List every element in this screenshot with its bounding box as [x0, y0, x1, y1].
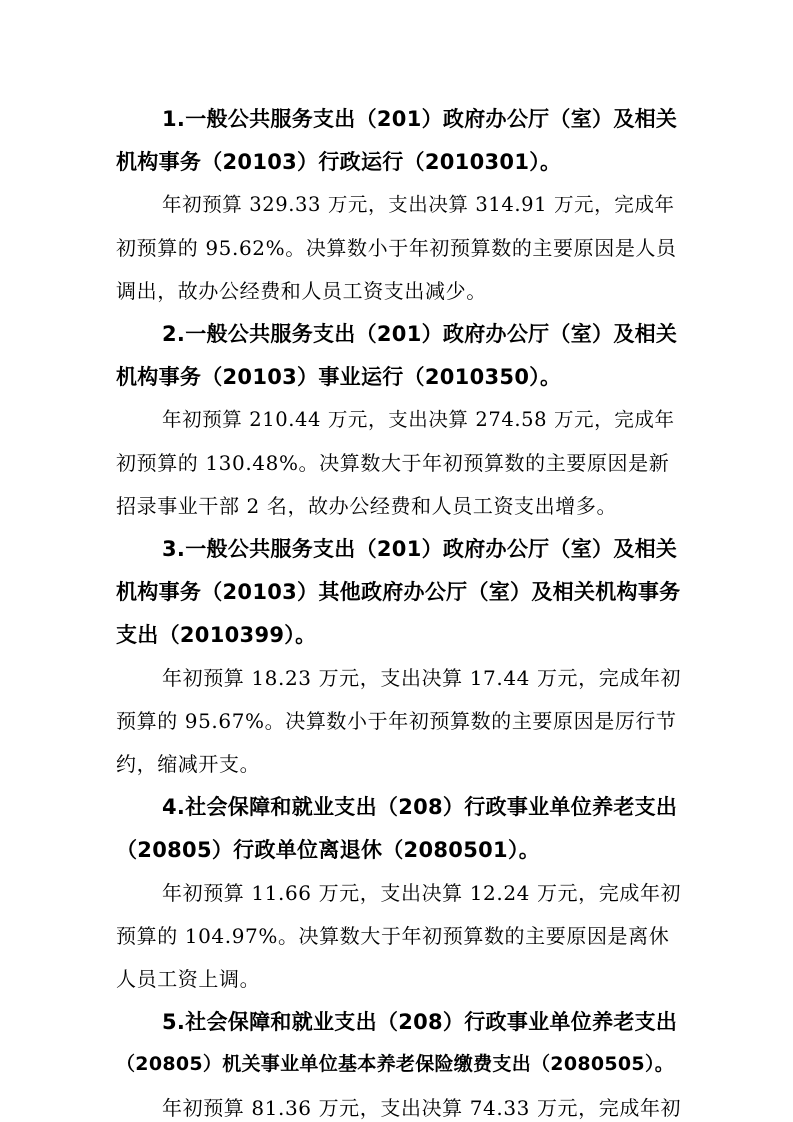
- section-2-heading-line-2: 机构事务（20103）事业运行（2010350）。: [116, 365, 562, 389]
- section-5-body-line-1: 年初预算 81.36 万元，支出决算 74.33 万元，完成年初: [162, 1096, 682, 1120]
- section-3-body-line-1: 年初预算 18.23 万元，支出决算 17.44 万元，完成年初: [162, 666, 682, 690]
- section-5-heading-line-1: 5.社会保障和就业支出（208）行政事业单位养老支出: [162, 1010, 678, 1034]
- section-4-heading-line-2: （20805）行政单位离退休（2080501）。: [116, 838, 541, 862]
- section-1-heading-line-2: 机构事务（20103）行政运行（2010301）。: [116, 150, 562, 174]
- section-2-body-line-1: 年初预算 210.44 万元，支出决算 274.58 万元，完成年: [162, 408, 675, 431]
- section-3-heading-line-2: 机构事务（20103）其他政府办公厅（室）及相关机构事务: [116, 580, 681, 604]
- section-1-body-line-3: 调出，故办公经费和人员工资支出减少。: [116, 279, 487, 303]
- section-3-body-line-2: 预算的 95.67%。决算数小于年初预算数的主要原因是厉行节: [116, 709, 677, 733]
- section-2-body-line-2: 初预算的 130.48%。决算数大于年初预算数的主要原因是新: [116, 451, 670, 475]
- section-2-body-line-3: 招录事业干部 2 名，故办公经费和人员工资支出增多。: [116, 494, 618, 518]
- section-4-body-line-1: 年初预算 11.66 万元，支出决算 12.24 万元，完成年初: [162, 881, 682, 905]
- section-2-heading-line-1: 2.一般公共服务支出（201）政府办公厅（室）及相关: [162, 322, 678, 346]
- section-3-body-line-3: 约，缩减开支。: [116, 752, 261, 776]
- section-1-body-line-2: 初预算的 95.62%。决算数小于年初预算数的主要原因是人员: [116, 236, 677, 260]
- section-1-body-line-1: 年初预算 329.33 万元，支出决算 314.91 万元，完成年: [162, 193, 675, 216]
- section-4-body-line-2: 预算的 104.97%。决算数大于年初预算数的主要原因是离休: [116, 924, 670, 948]
- section-3-heading-line-3: 支出（2010399）。: [116, 623, 317, 647]
- section-4-body-line-3: 人员工资上调。: [116, 967, 261, 991]
- section-5-heading-line-2: （20805）机关事业单位基本养老保险缴费支出（2080505）。: [116, 1053, 675, 1075]
- section-1-heading-line-1: 1.一般公共服务支出（201）政府办公厅（室）及相关: [162, 107, 678, 131]
- section-4-heading-line-1: 4.社会保障和就业支出（208）行政事业单位养老支出: [162, 795, 678, 819]
- section-3-heading-line-1: 3.一般公共服务支出（201）政府办公厅（室）及相关: [162, 537, 678, 561]
